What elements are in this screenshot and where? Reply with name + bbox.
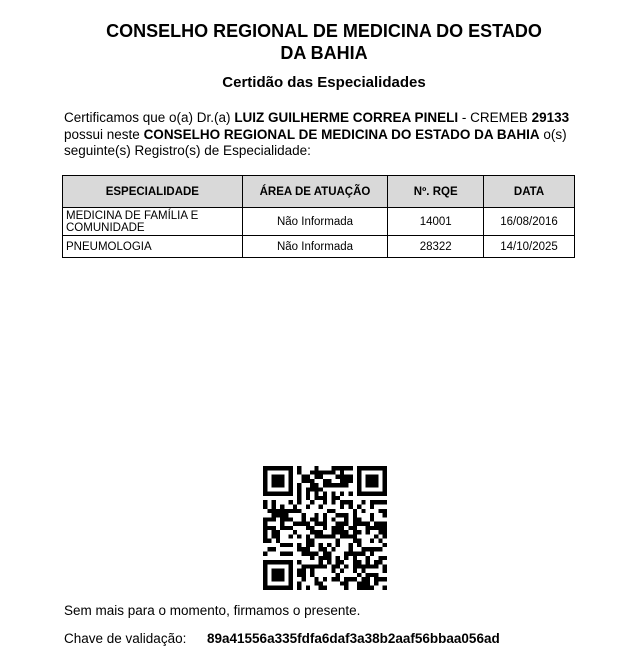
doctor-name: LUIZ GUILHERME CORREA PINELI [234, 110, 459, 125]
title-line-1: CONSELHO REGIONAL DE MEDICINA DO ESTADO [106, 21, 542, 41]
closing-text: Sem mais para o momento, firmamos o presente. [64, 603, 361, 618]
crm-number: 29133 [531, 110, 570, 125]
col-header-area: ÁREA DE ATUAÇÃO [242, 176, 388, 208]
cell-especialidade: MEDICINA DE FAMÍLIA E COMUNIDADE [63, 208, 243, 236]
intro-text-2: - CREMEB [458, 110, 532, 125]
document-subtitle: Certidão das Especialidades [222, 74, 426, 91]
validation-key-value: 89a41556a335fdfa6daf3a38b2aaf56bbaa056ad [207, 631, 500, 646]
cell-area: Não Informada [242, 236, 388, 258]
validation-key-label: Chave de validação: [64, 631, 187, 646]
table-row [63, 236, 575, 258]
cell-especialidade: PNEUMOLOGIA [63, 236, 243, 258]
cell-rqe: 14001 [388, 208, 484, 236]
cell-area: Não Informada [242, 208, 388, 236]
specialties-table [62, 175, 575, 258]
intro-text-4: o(s) seguinte(s) Registro(s) de Especialidade: [64, 126, 567, 158]
council-name: CONSELHO REGIONAL DE MEDICINA DO ESTADO DA BAHIA [143, 126, 540, 142]
intro-text-1: Certificamos que o(a) Dr.(a) [64, 110, 235, 125]
cell-rqe: 28322 [388, 236, 484, 258]
intro-paragraph [64, 110, 584, 160]
col-header-data: DATA [484, 176, 575, 208]
table-row [63, 208, 575, 236]
intro-text-3: possui neste [64, 126, 144, 142]
col-header-especialidade: ESPECIALIDADE [63, 176, 243, 208]
cell-data: 14/10/2025 [484, 236, 575, 258]
col-header-rqe: Nº. RQE [388, 176, 484, 208]
document-title [60, 20, 588, 64]
validation-key [64, 631, 500, 646]
cell-data: 16/08/2016 [484, 208, 575, 236]
title-line-2: DA BAHIA [280, 43, 368, 63]
table-header-row [63, 176, 575, 208]
qr-code-icon [263, 466, 387, 590]
